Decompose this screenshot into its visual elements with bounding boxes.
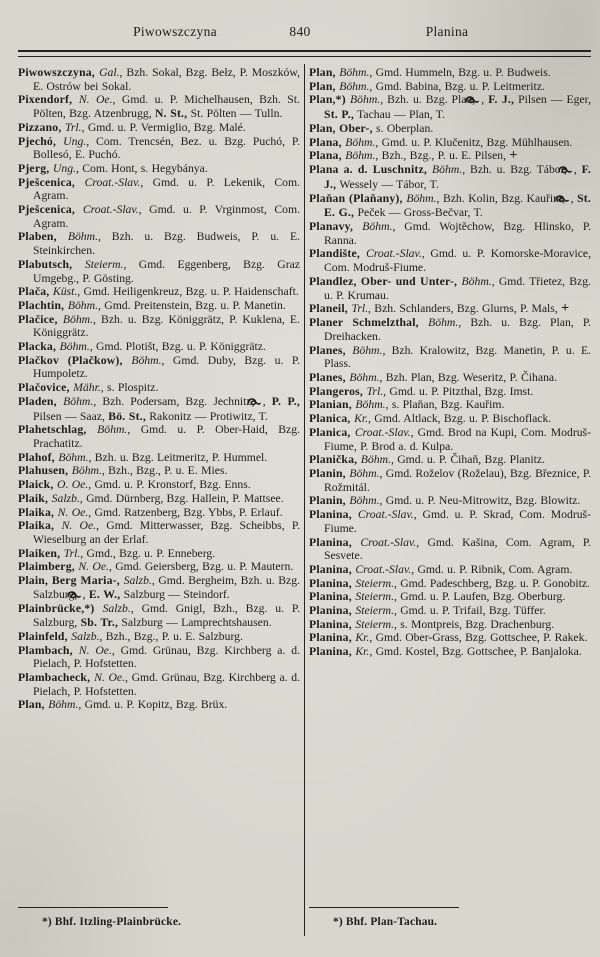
entry-region: Böhm. [345,135,376,149]
entry-region: Trl. [351,302,369,316]
entry-region: Böhm. [62,312,94,326]
entry: Planina, Kr., Gmd. Ober-Grass, Bzg. Gottschee, P. Rakek. [309,631,588,645]
entry: Plangeros, Trl., Gmd. u. P. Pitzthal, Bzg. Imst. [309,384,534,398]
entry: Plan, Ober-, s. Oberplan. [309,121,434,135]
entry: Plain, Berg Maria-, Salzb., Gmd. Bergheim, Bzh. u. Bzg. Salzburg, , E. W., Salzburg — Steindorf. [18,574,300,601]
footnote-left [18,907,300,928]
entry-region: Croat.-Slav. [82,203,139,217]
entry-headword: Planian, [309,398,356,412]
entry: Planavy, Böhm., Gmd. Wojtěchow, Bzg. Hlinsko, P. Ranna. [309,220,591,247]
running-head [0,0,600,48]
footnote-right [309,907,591,928]
entry-region: Böhm. [461,274,492,288]
entry-headword: Plača, [18,285,53,299]
entry-region: Böhm. [349,494,380,508]
entry-headword: Plachtin, [18,298,68,312]
entry-headword: Planina, [309,562,356,576]
entry-region: Böhm. [350,93,381,107]
entry-headword: Pixendorf, [18,93,79,107]
entry-region: Böhm. [339,79,370,93]
entry: Planina, Steierm., Gmd. u. P. Trifail, Bzg. Tüffer. [309,604,546,618]
entry-headword: Plačice, [18,312,63,326]
entry: Planeil, Trl., Bzh. Schlanders, Bzg. Glurns, P. Mals, + [309,301,570,317]
entry-region: Böhm. [131,353,162,367]
entry: Plaick, O. Oe., Gmd. u. P. Kronstorf, Bzg. Enns. [18,478,251,492]
entry-headword: Piwowszczyna, [18,66,100,79]
entry: Plan, Böhm., Gmd. Babina, Bzg. u. P. Leitmeritz. [309,79,545,93]
entry: Plaben, Böhm., Bzh. u. Bzg. Budweis, P. u. E. Steinkirchen. [18,230,300,258]
entry-region: Salzb. [123,574,152,588]
entry-headword: Plain, Berg Maria-, [18,574,124,588]
entry-region: Böhm. [349,466,380,480]
entry-region: Böhm. [71,464,102,478]
entry: Plainfeld, Salzb., Bzh., Bzg., P. u. E. Salzburg. [18,629,243,643]
entry: Plachtin, Böhm., Gmd. Preitenstein, Bzg. u. P. Manetin. [18,298,286,312]
entry: Planina, Croat.-Slav., Gmd. u. P. Ribnik, Com. Agram. [309,562,573,576]
entry-headword: Planer Schmelzthal, [309,316,429,330]
entry-region: N. Oe. [78,560,109,574]
entry-region: Steierm. [84,257,124,271]
column-right [309,64,591,942]
entry-headword: N. St., [154,107,188,121]
entry-headword: Planička, [309,453,361,467]
entry-region: Steierm. [355,576,394,590]
entry-region: Böhm. [428,316,459,330]
entry: Planica, Kr., Gmd. Altlack, Bzg. u. P. Bischoflack. [309,412,552,426]
entry-region: Ung. [52,161,76,175]
entry-headword: Plan, Ober-, [309,121,373,135]
entry-headword: F. J., [488,93,515,107]
running-head-right-word: Planina [425,24,469,39]
entry: Plaiken, Trl., Gmd., Bzg. u. P. Enneberg. [18,546,216,560]
entry-region: Trl. [65,120,82,134]
entry: Plambach, N. Oe., Gmd. Grünau, Bzg. Kirchberg a. d. Pielach, P. Hofstetten. [18,643,300,671]
entry-region: Böhm. [349,371,380,385]
entry-headword: Plangeros, [309,384,367,398]
entry-headword: Plačovice, [18,381,74,395]
entry: Plambacheck, N. Oe., Gmd. Grünau, Bzg. Kirchberg a. d. Pielach, P. Hofstetten. [18,670,300,698]
entry-headword: Plaiken, [18,546,64,560]
entry-headword: Plambach, [18,643,79,657]
entry: Planina, Croat.-Slav., Gmd. u. P. Skrad, Com. Modruš-Fiume. [309,508,591,535]
entry-headword: Plambacheck, [18,670,95,684]
entry: Piwowszczyna, Gal., Bzh. Sokal, Bzg. Bełz, P. Moszków, E. Ostrów bei Sokal. [18,66,300,93]
column-left-entries [18,66,300,878]
entry-region: Böhm. [97,423,128,437]
entry-headword: Planina, [309,535,361,549]
entry: Plačice, Böhm., Bzh. u. Bzg. Königgrätz, P. Kuklena, E. Königgrätz. [18,312,300,340]
entry-headword: Plaik, [18,491,52,505]
entry-region: Böhm. [59,340,90,354]
header-double-rule [18,50,591,57]
entry-region: Böhm. [352,343,383,357]
entry-region: N. Oe. [78,93,113,107]
entry-region: Böhm. [362,220,393,234]
entry-headword: Plačkov (Plačkow), [18,353,132,367]
entry: Planička, Böhm., Gmd. u. P. Čihaň, Bzg. Planitz. [309,453,545,467]
entry-region: Böhm. [406,191,437,205]
entry-region: Böhm. [63,394,94,408]
entry: Plačkov (Plačkow), Böhm., Gmd. Duby, Bzg. u. P. Humpoletz. [18,353,300,381]
entry: Pladen, Böhm., Bzh. Podersam, Bzg. Jechnitz, , P. P., Pilsen — Saaz, Bö. St., Rakonitz — Protiwitz, T. [18,394,300,423]
entry-region: Böhm. [355,398,386,412]
text-columns [18,64,591,942]
entry-region: Croat.-Slav. [365,247,422,261]
entry-region: Kr. [355,631,370,645]
entry-headword: St. P., [324,108,354,122]
entry-region: Steierm. [355,617,394,631]
entry-headword: Planina, [309,604,356,618]
entry: Planes, Böhm., Bzh. Kralowitz, Bzg. Manetin, P. u. E. Plass. [309,343,591,371]
entry-region: Salzb. [71,629,100,643]
entry: Pjechó, Ung., Com. Trencsén, Bez. u. Bzg. Puchó, P. Bollesó, E. Puchó. [18,134,300,162]
entry-region: Böhm. [432,163,463,177]
entry-headword: Placka, [18,340,60,354]
entry: Planin, Böhm., Gmd. u. P. Neu-Mitrowitz, Bzg. Blowitz. [309,494,581,508]
entry-region: Böhm. [58,450,89,464]
entry-region: Böhm. [339,66,370,79]
entry-headword: E. W., [88,587,121,601]
entry-region: Trl. [366,384,384,398]
entry-headword: Plainbrücke,*) [18,602,103,616]
entry: Plačovice, Mähr., s. Plospitz. [18,381,159,395]
page-number: 840 [289,24,311,39]
entry: Pješcenica, Croat.-Slav., Gmd. u. P. Lekenik, Com. Agram. [18,175,300,203]
entry: Plača, Küst., Gmd. Heiligenkreuz, Bzg. u. P. Haidenschaft. [18,285,299,299]
footnote-rule [18,907,168,908]
entry-region: Küst. [52,285,78,299]
entry-headword: P. P., [271,394,300,408]
entry: Plana, Böhm., Bzh., Bzg., P. u. E. Pilsen, + [309,148,518,164]
entry-region: Croat.-Slav. [355,562,412,576]
entry-region: N. Oe. [57,505,89,519]
entry: Plaňan (Plaňany), Böhm., Bzh. Kolin, Bzg. Kauřim, , St. E. G., Peček — Gross-Bečvar, T. [309,191,591,220]
entry-headword: Pješcenica, [18,203,83,217]
entry-region: Croat.-Slav. [84,175,141,189]
entry: Planina, Steierm., Gmd. u. P. Laufen, Bzg. Oberburg. [309,590,566,604]
entry-region: Kr. [354,412,369,426]
entry-headword: Sb. Tr., [80,616,119,630]
entry-region: Croat.-Slav. [360,535,417,549]
entry-headword: Plaika, [18,519,62,533]
entry-headword: Planica, [309,412,355,426]
entry-headword: Pjerg, [18,161,53,175]
entry: Plan,*) Böhm., Bzh. u. Bzg. Plan, , F. J., Pilsen — Eger, St. P., Tachau — Plan, T. [309,93,591,122]
entry-region: Salzb. [51,491,80,505]
entry-region: Böhm. [67,298,99,312]
entry-headword: Plaňan (Plaňany), [309,191,407,205]
entry: Plan, Böhm., Gmd. Hummeln, Bzg. u. P. Budweis. [309,66,551,79]
entry-headword: Planina, [309,576,356,590]
entry-region: Böhm. [48,698,79,712]
entry: Plaika, N. Oe., Gmd. Mitterwasser, Bzg. Scheibbs, P. Wieselburg an der Erlaf. [18,519,300,546]
column-divider-rule [304,64,305,936]
entry: Plabutsch, Steierm., Gmd. Eggenberg, Bzg. Graz Umgebg., P. Gösting. [18,257,300,285]
entry-headword: Plan, [309,66,340,79]
entry-region: N. Oe. [94,670,125,684]
entry-region: Steierm. [355,590,394,604]
entry-headword: Planeil, [309,302,352,316]
entry-headword: Plaimberg, [18,560,79,574]
entry-region: Kr. [355,645,370,659]
footnote-rule [309,907,459,908]
entry: Planer Schmelzthal, Böhm., Bzh. u. Bzg. Plan, P. Dreihacken. [309,316,591,343]
footnote-text: *) Bhf. Itzling-Plainbrücke. [42,916,182,928]
cross-icon: + [509,148,518,164]
entry: Pixendorf, N. Oe., Gmd. u. P. Michelhausen, Bzh. St. Pölten, Bzg. Atzenbrugg, N. St., St. Pölten — Tulln. [18,93,300,121]
entry-region: Croat.-Slav. [357,508,414,522]
entry-region: Trl. [63,546,81,560]
entry-headword: Plahetschlag, [18,423,98,437]
entry-headword: Plaben, [18,230,68,244]
entry-headword: Planin, [309,466,350,480]
entry-headword: Pladen, [18,394,64,408]
entry: Plaika, N. Oe., Gmd. Ratzenberg, Bzg. Ybbs, P. Erlauf. [18,505,283,519]
column-left [18,64,300,942]
entry-headword: Pješcenica, [18,175,85,189]
entry-region: Böhm. [67,230,99,244]
entry-region: Ung. [63,134,87,148]
entry-headword: Plahusen, [18,464,72,478]
entry-headword: Pizzano, [18,120,65,134]
entry: Planina, Steierm., Gmd. Padeschberg, Bzg. u. P. Gonobitz. [309,576,590,590]
entry: Planina, Croat.-Slav., Gmd. Kašina, Com. Agram, P. Sesvete. [309,535,591,563]
entry-region: Croat.-Slav. [354,425,411,439]
entry: Plahetschlag, Böhm., Gmd. u. P. Ober-Haid, Bzg. Prachatitz. [18,423,300,450]
entry-region: Gal. [99,66,120,79]
entry: Planin, Böhm., Gmd. Roželov (Roželau), Bzg. Březnice, P. Rožmitál. [309,466,591,494]
entry-headword: Plabutsch, [18,257,85,271]
entry-region: Steierm. [355,604,394,618]
cross-icon: + [561,301,570,317]
entry-headword: Plahof, [18,450,59,464]
entry: Pizzano, Trl., Gmd. u. P. Vermiglio, Bzg. Malé. [18,120,246,134]
entry-region: N. Oe. [78,643,112,657]
entry: Placka, Böhm., Gmd. Plotišt, Bzg. u. P. Königgrätz. [18,340,266,354]
running-head-left-word: Piwowszczyna [133,24,217,39]
column-right-entries [309,66,591,878]
entry-region: Mähr. [73,381,101,395]
entry: Plana, Böhm., Gmd. u. P. Klučenitz, Bzg. Mühlhausen. [309,135,573,149]
entry: Planina, Kr., Gmd. Kostel, Bzg. Gottschee, P. Banjaloka. [309,645,582,659]
entry-headword: F. J., [324,163,591,191]
entry-headword: Plan, [309,79,340,93]
entry-headword: Planin, [309,494,350,508]
entry-headword: Bö. St., [108,409,146,423]
entry-headword: Planina, [309,508,358,522]
entry: Plahof, Böhm., Bzh. u. Bzg. Leitmeritz, P. Hummel. [18,450,268,464]
entry-headword: Plan,*) [309,93,351,107]
entry: Pješcenica, Croat.-Slav., Gmd. u. P. Vrginmost, Com. Agram. [18,203,300,230]
entry-headword: Plana, [309,135,346,149]
entry: Plandište, Croat.-Slav., Gmd. u. P. Komorske-Moravice, Com. Modruš-Fiume. [309,247,591,275]
entry: Planina, Steierm., s. Montpreis, Bzg. Drachenburg. [309,617,555,631]
entry-headword: Planina, [309,590,356,604]
entry-region: N. Oe. [61,519,97,533]
entry-headword: Planina, [309,631,356,645]
entry-region: Salzb. [102,602,131,616]
entry: Planes, Böhm., Bzh. Plan, Bzg. Weseritz, P. Čihana. [309,371,558,385]
entry: Planian, Böhm., s. Plaňan, Bzg. Kauřim. [309,398,505,412]
entry-headword: Planina, [309,617,356,631]
entry-region: Böhm. [345,149,376,163]
entry: Plan, Böhm., Gmd. u. P. Kopitz, Bzg. Brüx. [18,698,228,712]
entry-headword: Plandlez, Ober- und Unter-, [309,274,462,288]
entry: Plandlez, Ober- und Unter-, Böhm., Gmd. Třietez, Bzg. u. P. Krumau. [309,274,591,302]
entry-region: O. Oe. [57,478,89,492]
entry: Plahusen, Böhm., Bzh., Bzg., P. u. E. Mies. [18,464,228,478]
entry: Pjerg, Ung., Com. Hont, s. Hegybánya. [18,161,208,175]
entry-headword: Pjechó, [18,134,64,148]
entry-headword: Plana, [309,149,346,163]
footnote-text: *) Bhf. Plan-Tachau. [333,916,438,928]
entry: Plaimberg, N. Oe., Gmd. Geiersberg, Bzg. u. P. Mautern. [18,560,294,574]
entry: Planica, Croat.-Slav., Gmd. Brod na Kupi, Com. Modruš-Fiume, P. Brod a. d. Kulpa. [309,425,591,453]
entry-headword: Planes, [309,371,350,385]
entry: Plaik, Salzb., Gmd. Dürnberg, Bzg. Hallein, P. Mattsee. [18,491,284,505]
entry-headword: Plaika, [18,505,58,519]
entry-headword: Planes, [309,343,353,357]
entry-headword: St. E. G., [324,191,591,220]
entry-headword: Planavy, [309,220,363,234]
entry-headword: Plandište, [309,247,366,261]
entry-headword: Plainfeld, [18,629,72,643]
entry-headword: Plana a. d. Luschnitz, [309,163,433,177]
entry-region: Böhm. [360,453,391,467]
entry-headword: Plan, [18,698,49,712]
entry: Plainbrücke,*) Salzb., Gmd. Gnigl, Bzh., Bzg. u. P. Salzburg, Sb. Tr., Salzburg — Lamprechtshausen. [18,602,300,630]
entry-headword: Planina, [309,645,356,659]
entry-headword: Plaick, [18,478,58,492]
entry: Plana a. d. Luschnitz, Böhm., Bzh. u. Bzg. Tábor, , F. J., Wessely — Tábor, T. [309,163,591,191]
entry-headword: Planica, [309,425,355,439]
